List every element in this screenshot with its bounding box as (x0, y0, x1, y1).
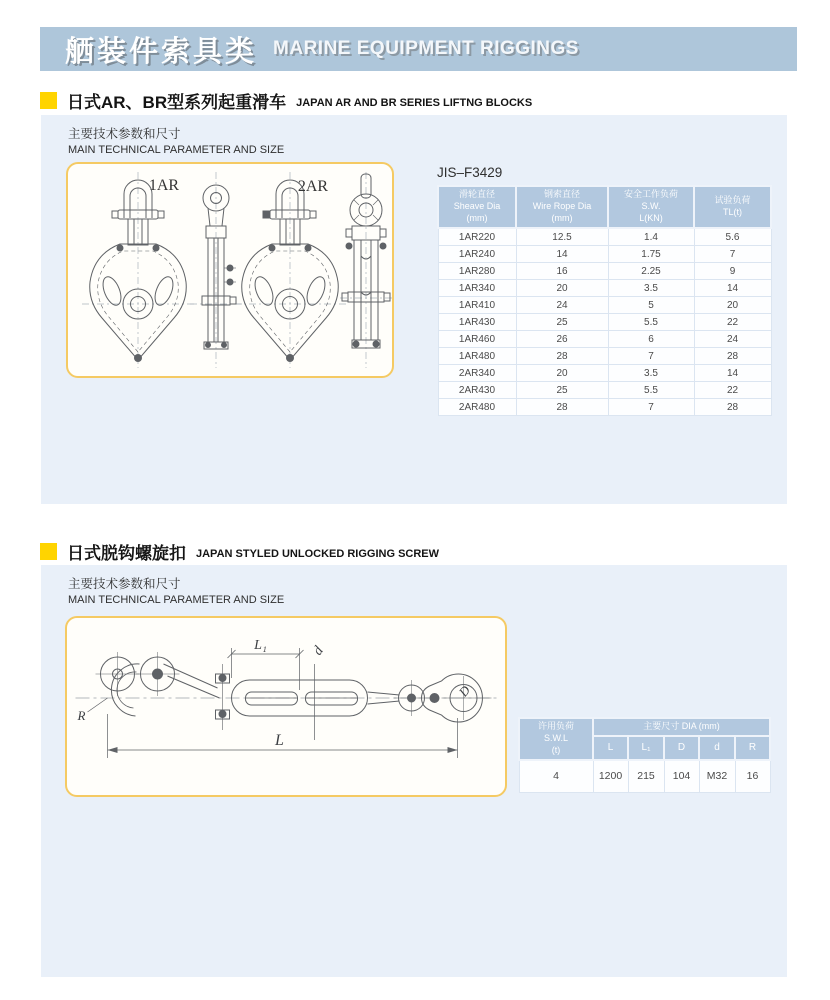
table-cell: 14 (694, 365, 771, 382)
table-cell: 2.25 (608, 263, 694, 280)
section2-heading (40, 539, 439, 564)
table-cell: 5.5 (608, 382, 694, 399)
table-cell: 28 (694, 348, 771, 365)
table-cell: 20 (516, 365, 608, 382)
table-cell: 12.5 (516, 228, 608, 246)
col-header-main-dims: 主要尺寸 DIA (mm) (593, 718, 770, 736)
col-header-wire-rope-dia: 钢索直径 Wire Rope Dia (mm) (516, 186, 608, 228)
table-row (438, 399, 771, 416)
rigging-screw-spec-table (518, 717, 771, 793)
table-cell: 1200 (593, 760, 628, 793)
section2-panel (41, 565, 787, 977)
table-cell: 14 (516, 246, 608, 263)
table-cell: 2AR430 (438, 382, 516, 399)
table-cell: 26 (516, 331, 608, 348)
dim-label-d: d (310, 643, 327, 659)
table-row (438, 228, 771, 246)
table-subheader-cell: d (699, 736, 735, 760)
table-cell: 22 (694, 314, 771, 331)
table-row (438, 297, 771, 314)
table-row (438, 331, 771, 348)
dim-label-big-d: D (455, 682, 474, 700)
table-cell: 3.5 (608, 280, 694, 297)
lifting-blocks-drawing-box (66, 162, 394, 378)
section1-title-zh: 日式AR、BR型系列起重滑车 (67, 93, 287, 112)
col-header-swl: 许用负荷 S.W.L (t) (519, 718, 593, 760)
standard-label: JIS–F3429 (437, 165, 503, 180)
table-row (438, 365, 771, 382)
table-cell: 2AR480 (438, 399, 516, 416)
table-cell: 7 (608, 348, 694, 365)
figure-label-1ar: 1AR (148, 177, 180, 194)
rigging-screw-drawing (67, 618, 505, 795)
table-row (438, 382, 771, 399)
table-cell: 20 (516, 280, 608, 297)
table-subheader-cell: R (735, 736, 770, 760)
table-cell: M32 (699, 760, 735, 793)
banner-title-zh: 舾装件索具类 (65, 35, 258, 68)
table-row (438, 263, 771, 280)
table-cell: 1AR480 (438, 348, 516, 365)
table-row (438, 348, 771, 365)
col-header-sheave-dia: 滑轮直径 Sheave Dia (mm) (438, 186, 516, 228)
table-cell: 4 (519, 760, 593, 793)
table-cell: 1AR460 (438, 331, 516, 348)
col-header-swl: 安全工作负荷 S.W. L(KN) (608, 186, 694, 228)
table-cell: 5 (608, 297, 694, 314)
screw-table-body (519, 760, 770, 793)
rigging-screw-drawing-box (65, 616, 507, 797)
section1-heading (40, 88, 532, 113)
section2-title-en: JAPAN STYLED UNLOCKED RIGGING SCREW (196, 547, 440, 560)
table-cell: 28 (694, 399, 771, 416)
table-cell: 6 (608, 331, 694, 348)
table-subheader-cell: L (593, 736, 628, 760)
blocks-table-header-row (438, 186, 771, 228)
param-label-zh: 主要技术参数和尺寸 (68, 127, 181, 141)
yellow-bullet-icon (40, 92, 57, 109)
dim-label-l: L (275, 732, 284, 749)
param-label-zh: 主要技术参数和尺寸 (68, 577, 181, 591)
page-banner (40, 27, 797, 71)
table-cell: 24 (516, 297, 608, 314)
table-cell: 1AR240 (438, 246, 516, 263)
param-label-en: MAIN TECHNICAL PARAMETER AND SIZE (68, 144, 285, 156)
table-subheader-cell: D (664, 736, 699, 760)
table-cell: 104 (664, 760, 699, 793)
table-cell: 1AR340 (438, 280, 516, 297)
figure-label-2ar: 2AR (297, 178, 329, 195)
table-cell: 1AR430 (438, 314, 516, 331)
section2-param-label (68, 574, 284, 606)
col-header-test-load: 试验负荷 TL(t) (694, 186, 771, 228)
table-row (519, 760, 770, 793)
table-cell: 1AR410 (438, 297, 516, 314)
table-row (438, 314, 771, 331)
section2-title-zh: 日式脱钩螺旋扣 (67, 544, 186, 563)
section1-param-label (68, 124, 284, 156)
dim-label-l1: L₁ (254, 638, 267, 653)
table-cell: 22 (694, 382, 771, 399)
table-cell: 28 (516, 348, 608, 365)
dim-label-r: R (77, 708, 86, 723)
banner-title-en: MARINE EQUIPMENT RIGGINGS (273, 38, 579, 59)
table-cell: 25 (516, 382, 608, 399)
section1-panel (41, 115, 787, 504)
table-row (438, 246, 771, 263)
table-cell: 1AR280 (438, 263, 516, 280)
screw-table-header-row (519, 718, 770, 736)
table-cell: 215 (628, 760, 664, 793)
table-subheader-cell: L₁ (628, 736, 664, 760)
table-cell: 5.6 (694, 228, 771, 246)
table-cell: 3.5 (608, 365, 694, 382)
table-cell: 7 (608, 399, 694, 416)
lifting-blocks-drawing (68, 164, 392, 376)
section1-title-en: JAPAN AR AND BR SERIES LIFTNG BLOCKS (296, 96, 533, 109)
table-cell: 7 (694, 246, 771, 263)
table-cell: 1.4 (608, 228, 694, 246)
table-cell: 14 (694, 280, 771, 297)
table-cell: 28 (516, 399, 608, 416)
table-cell: 9 (694, 263, 771, 280)
table-cell: 20 (694, 297, 771, 314)
blocks-table-body (438, 228, 771, 416)
table-cell: 25 (516, 314, 608, 331)
table-row (438, 280, 771, 297)
yellow-bullet-icon (40, 543, 57, 560)
table-cell: 2AR340 (438, 365, 516, 382)
table-cell: 24 (694, 331, 771, 348)
table-cell: 5.5 (608, 314, 694, 331)
table-cell: 16 (735, 760, 770, 793)
table-cell: 1AR220 (438, 228, 516, 246)
table-cell: 16 (516, 263, 608, 280)
param-label-en: MAIN TECHNICAL PARAMETER AND SIZE (68, 594, 285, 606)
table-cell: 1.75 (608, 246, 694, 263)
blocks-spec-table (437, 185, 772, 416)
